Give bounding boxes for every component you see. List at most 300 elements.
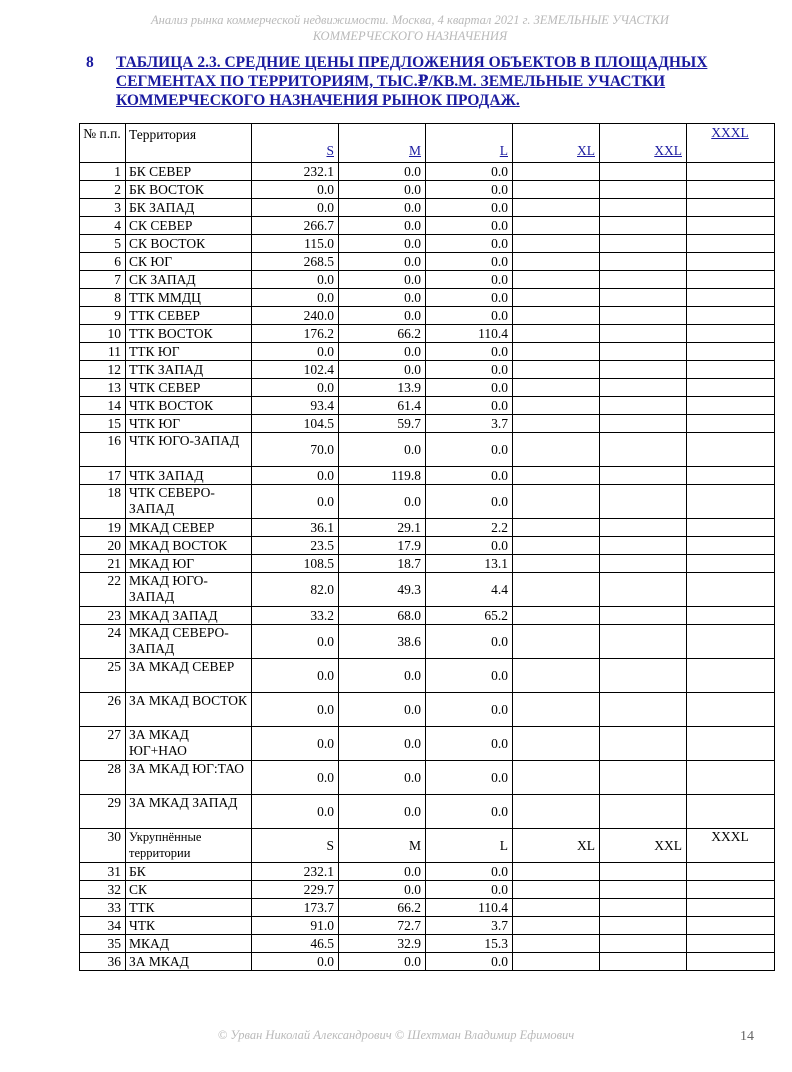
value-s: 0.0 — [252, 485, 339, 519]
table-row — [80, 343, 775, 361]
value-s: 173.7 — [252, 899, 339, 917]
value-xxl — [600, 899, 687, 917]
territory-name: ЗА МКАД ЮГ+НАО — [126, 727, 252, 761]
value-xxl — [600, 163, 687, 181]
table-title — [86, 53, 746, 110]
value-l: 0.0 — [426, 361, 513, 379]
value-l: 0.0 — [426, 397, 513, 415]
value-xxl — [600, 625, 687, 659]
value-m: 0.0 — [339, 199, 426, 217]
value-xl — [513, 379, 600, 397]
value-m: 61.4 — [339, 397, 426, 415]
territory-name: ЧТК ЮГО-ЗАПАД — [126, 433, 252, 467]
territory-name: МКАД ЮГО-ЗАПАД — [126, 573, 252, 607]
value-xl — [513, 397, 600, 415]
value-xxxl — [687, 361, 775, 379]
row-number: 27 — [80, 727, 126, 761]
column-header-no: № п.п. — [80, 124, 126, 163]
row-number: 31 — [80, 863, 126, 881]
value-m: 18.7 — [339, 555, 426, 573]
value-xxl — [600, 415, 687, 433]
table-row — [80, 415, 775, 433]
column-header-s[interactable]: S — [252, 124, 339, 163]
value-xl — [513, 343, 600, 361]
value-xxl — [600, 935, 687, 953]
value-xxl — [600, 307, 687, 325]
value-l: 0.0 — [426, 953, 513, 971]
page-header-line-2: КОММЕРЧЕСКОГО НАЗНАЧЕНИЯ — [312, 29, 508, 43]
value-xl — [513, 181, 600, 199]
value-s: 104.5 — [252, 415, 339, 433]
value-xl — [513, 607, 600, 625]
row-number: 18 — [80, 485, 126, 519]
row-number: 10 — [80, 325, 126, 343]
value-m: 0.0 — [339, 361, 426, 379]
value-s: 0.0 — [252, 379, 339, 397]
value-l: 0.0 — [426, 235, 513, 253]
group-table-body — [80, 829, 775, 971]
value-xxxl — [687, 325, 775, 343]
value-xxl — [600, 467, 687, 485]
value-xxxl — [687, 761, 775, 795]
value-s: 0.0 — [252, 795, 339, 829]
territory-name: ЗА МКАД СЕВЕР — [126, 659, 252, 693]
value-xxl — [600, 693, 687, 727]
value-s: 70.0 — [252, 433, 339, 467]
value-m: 0.0 — [339, 217, 426, 235]
table-row — [80, 659, 775, 693]
row-number: 14 — [80, 397, 126, 415]
value-s: 232.1 — [252, 863, 339, 881]
value-s: 176.2 — [252, 325, 339, 343]
value-xxxl — [687, 271, 775, 289]
value-l: 0.0 — [426, 433, 513, 467]
value-l: 0.0 — [426, 253, 513, 271]
value-m: 0.0 — [339, 181, 426, 199]
value-m: 0.0 — [339, 433, 426, 467]
territory-name: СК ВОСТОК — [126, 235, 252, 253]
page-footer: © Урван Николай Александрович © Шехтман Владимир Ефимович — [217, 1028, 575, 1042]
value-xl — [513, 935, 600, 953]
value-l: 0.0 — [426, 343, 513, 361]
value-xxl — [600, 573, 687, 607]
value-xl — [513, 537, 600, 555]
value-l: 0.0 — [426, 485, 513, 519]
value-xl — [513, 199, 600, 217]
value-m: 66.2 — [339, 899, 426, 917]
value-xl — [513, 467, 600, 485]
value-xxl — [600, 953, 687, 971]
column-header-m[interactable]: M — [339, 124, 426, 163]
value-xxxl — [687, 953, 775, 971]
territory-name: ТТК ВОСТОК — [126, 325, 252, 343]
value-m: 0.0 — [339, 693, 426, 727]
value-xl — [513, 415, 600, 433]
value-xxl — [600, 519, 687, 537]
row-number: 15 — [80, 415, 126, 433]
value-xxl — [600, 485, 687, 519]
value-xl — [513, 693, 600, 727]
territory-name: ЧТК — [126, 917, 252, 935]
value-xxxl — [687, 199, 775, 217]
value-xxxl — [687, 795, 775, 829]
table-row — [80, 181, 775, 199]
group-header-row — [80, 829, 775, 863]
value-m: 0.0 — [339, 235, 426, 253]
table-row — [80, 555, 775, 573]
value-s: 0.0 — [252, 343, 339, 361]
column-header-xxxl[interactable]: XXXL — [687, 124, 775, 163]
value-m: 0.0 — [339, 485, 426, 519]
value-xxxl — [687, 397, 775, 415]
value-xxxl — [687, 625, 775, 659]
row-number: 34 — [80, 917, 126, 935]
table-header-row — [80, 124, 775, 163]
row-number: 1 — [80, 163, 126, 181]
row-number: 24 — [80, 625, 126, 659]
value-xxxl — [687, 217, 775, 235]
table-row — [80, 863, 775, 881]
territory-name: БК ВОСТОК — [126, 181, 252, 199]
value-l: 0.0 — [426, 693, 513, 727]
page-number: 14 — [740, 1029, 754, 1044]
value-s: 0.0 — [252, 953, 339, 971]
column-header-xl[interactable]: XL — [513, 124, 600, 163]
table-row — [80, 467, 775, 485]
territory-name: СК — [126, 881, 252, 899]
value-xxl — [600, 289, 687, 307]
value-xxl — [600, 343, 687, 361]
table-row — [80, 485, 775, 519]
row-number: 16 — [80, 433, 126, 467]
territory-name: МКАД ЗАПАД — [126, 607, 252, 625]
table-row — [80, 235, 775, 253]
value-xl — [513, 271, 600, 289]
territory-name: МКАД СЕВЕРО-ЗАПАД — [126, 625, 252, 659]
table-row — [80, 935, 775, 953]
territory-name: БК СЕВЕР — [126, 163, 252, 181]
row-number: 35 — [80, 935, 126, 953]
value-s: 0.0 — [252, 659, 339, 693]
value-xxxl — [687, 519, 775, 537]
row-number: 25 — [80, 659, 126, 693]
row-number: 21 — [80, 555, 126, 573]
value-xl — [513, 625, 600, 659]
row-number: 5 — [80, 235, 126, 253]
territory-name: БК ЗАПАД — [126, 199, 252, 217]
value-s: 0.0 — [252, 761, 339, 795]
value-l: 0.0 — [426, 163, 513, 181]
value-xxxl — [687, 607, 775, 625]
value-l: 110.4 — [426, 325, 513, 343]
value-s: 0.0 — [252, 199, 339, 217]
page-header-line-1: Анализ рынка коммерческой недвижимости. Москва, 4 квартал 2021 г. ЗЕМЕЛЬНЫЕ УЧАСТКИ — [151, 13, 669, 27]
table-row — [80, 727, 775, 761]
value-xxl — [600, 271, 687, 289]
value-xxxl — [687, 537, 775, 555]
value-m: 0.0 — [339, 289, 426, 307]
row-number: 22 — [80, 573, 126, 607]
value-s: 0.0 — [252, 289, 339, 307]
value-xl — [513, 361, 600, 379]
value-m: 59.7 — [339, 415, 426, 433]
territory-name: МКАД — [126, 935, 252, 953]
value-l: 3.7 — [426, 415, 513, 433]
value-xxxl — [687, 899, 775, 917]
value-l: 0.0 — [426, 863, 513, 881]
territory-name: СК ЮГ — [126, 253, 252, 271]
value-s: 0.0 — [252, 625, 339, 659]
value-xxxl — [687, 917, 775, 935]
value-xxxl — [687, 343, 775, 361]
table-row — [80, 881, 775, 899]
value-s: 232.1 — [252, 163, 339, 181]
table-row — [80, 761, 775, 795]
row-number: 7 — [80, 271, 126, 289]
territory-name: СК ЗАПАД — [126, 271, 252, 289]
row-number: 6 — [80, 253, 126, 271]
value-s: 229.7 — [252, 881, 339, 899]
value-l: 0.0 — [426, 881, 513, 899]
table-row — [80, 899, 775, 917]
value-s: 0.0 — [252, 693, 339, 727]
table-row — [80, 693, 775, 727]
table-row — [80, 537, 775, 555]
value-xxl — [600, 607, 687, 625]
territory-name: ЧТК ВОСТОК — [126, 397, 252, 415]
group-header-xl: XL — [513, 829, 600, 863]
price-table — [79, 123, 775, 971]
value-xxxl — [687, 881, 775, 899]
value-xl — [513, 659, 600, 693]
table-row — [80, 917, 775, 935]
territory-name: ЗА МКАД ЮГ:ТАО — [126, 761, 252, 795]
value-xl — [513, 217, 600, 235]
row-number: 11 — [80, 343, 126, 361]
value-m: 29.1 — [339, 519, 426, 537]
value-l: 0.0 — [426, 307, 513, 325]
territory-name: ЧТК ЮГ — [126, 415, 252, 433]
value-l: 0.0 — [426, 625, 513, 659]
row-number: 23 — [80, 607, 126, 625]
row-number: 33 — [80, 899, 126, 917]
value-xxxl — [687, 181, 775, 199]
value-xxl — [600, 881, 687, 899]
table-row — [80, 573, 775, 607]
value-m: 66.2 — [339, 325, 426, 343]
row-number: 17 — [80, 467, 126, 485]
value-xl — [513, 325, 600, 343]
value-m: 0.0 — [339, 307, 426, 325]
value-xxxl — [687, 659, 775, 693]
table-title-text: ТАБЛИЦА 2.3. СРЕДНИЕ ЦЕНЫ ПРЕДЛОЖЕНИЯ ОБЪЕКТОВ В ПЛОЩАДНЫХ СЕГМЕНТАХ ПО ТЕРРИТОРИЯМ, ТЫС.₽/КВ.М. ЗЕМЕЛЬНЫЕ УЧАСТКИ КОММЕРЧЕСКОГО НАЗНАЧЕНИЯ РЫНОК ПРОДАЖ. — [116, 54, 708, 109]
value-xxxl — [687, 163, 775, 181]
territory-name: МКАД СЕВЕР — [126, 519, 252, 537]
table-row — [80, 325, 775, 343]
group-header-l: L — [426, 829, 513, 863]
value-xxl — [600, 761, 687, 795]
value-xxl — [600, 361, 687, 379]
value-xxl — [600, 379, 687, 397]
table-row — [80, 271, 775, 289]
territory-name: ЗА МКАД — [126, 953, 252, 971]
value-xxxl — [687, 415, 775, 433]
column-header-territory: Территория — [126, 124, 252, 163]
value-xxxl — [687, 307, 775, 325]
table-row — [80, 217, 775, 235]
row-number: 2 — [80, 181, 126, 199]
value-m: 0.0 — [339, 271, 426, 289]
value-xl — [513, 953, 600, 971]
row-number: 26 — [80, 693, 126, 727]
value-xl — [513, 573, 600, 607]
value-xxl — [600, 555, 687, 573]
value-m: 0.0 — [339, 343, 426, 361]
value-l: 110.4 — [426, 899, 513, 917]
value-xxl — [600, 795, 687, 829]
value-s: 82.0 — [252, 573, 339, 607]
value-l: 2.2 — [426, 519, 513, 537]
value-l: 0.0 — [426, 795, 513, 829]
row-number: 4 — [80, 217, 126, 235]
group-header-xxxl: XXXL — [687, 829, 775, 863]
table-row — [80, 519, 775, 537]
value-xl — [513, 899, 600, 917]
group-header-xxl: XXL — [600, 829, 687, 863]
territory-name: СК СЕВЕР — [126, 217, 252, 235]
value-xxl — [600, 659, 687, 693]
value-s: 266.7 — [252, 217, 339, 235]
row-number: 8 — [80, 289, 126, 307]
page-header — [60, 12, 760, 44]
table-body — [80, 163, 775, 829]
table-row — [80, 289, 775, 307]
value-xxl — [600, 235, 687, 253]
value-m: 0.0 — [339, 659, 426, 693]
section-number: 8 — [86, 54, 94, 71]
value-m: 49.3 — [339, 573, 426, 607]
column-header-xxl[interactable]: XXL — [600, 124, 687, 163]
territory-name: ТТК ЮГ — [126, 343, 252, 361]
row-number: 36 — [80, 953, 126, 971]
value-xl — [513, 917, 600, 935]
value-xxl — [600, 325, 687, 343]
value-xl — [513, 761, 600, 795]
value-xxxl — [687, 727, 775, 761]
value-xxl — [600, 253, 687, 271]
value-l: 13.1 — [426, 555, 513, 573]
value-xxxl — [687, 555, 775, 573]
value-m: 17.9 — [339, 537, 426, 555]
value-s: 268.5 — [252, 253, 339, 271]
value-m: 0.0 — [339, 953, 426, 971]
value-xl — [513, 795, 600, 829]
value-l: 0.0 — [426, 199, 513, 217]
row-number: 12 — [80, 361, 126, 379]
row-number: 9 — [80, 307, 126, 325]
value-xxl — [600, 217, 687, 235]
value-xl — [513, 253, 600, 271]
value-xxxl — [687, 863, 775, 881]
value-m: 119.8 — [339, 467, 426, 485]
value-xxxl — [687, 379, 775, 397]
value-m: 0.0 — [339, 863, 426, 881]
value-s: 102.4 — [252, 361, 339, 379]
table-row — [80, 795, 775, 829]
value-xxl — [600, 537, 687, 555]
value-xl — [513, 863, 600, 881]
value-m: 0.0 — [339, 163, 426, 181]
group-header-s: S — [252, 829, 339, 863]
table-row — [80, 397, 775, 415]
value-s: 36.1 — [252, 519, 339, 537]
row-number: 29 — [80, 795, 126, 829]
value-m: 32.9 — [339, 935, 426, 953]
territory-name: ТТК СЕВЕР — [126, 307, 252, 325]
value-xl — [513, 433, 600, 467]
value-xxxl — [687, 693, 775, 727]
row-number: 32 — [80, 881, 126, 899]
table-row — [80, 307, 775, 325]
value-xxxl — [687, 235, 775, 253]
value-l: 0.0 — [426, 217, 513, 235]
value-xxxl — [687, 485, 775, 519]
territory-name: ТТК ММДЦ — [126, 289, 252, 307]
value-xl — [513, 289, 600, 307]
value-xl — [513, 235, 600, 253]
value-xxl — [600, 433, 687, 467]
territory-name: ЗА МКАД ЗАПАД — [126, 795, 252, 829]
value-s: 240.0 — [252, 307, 339, 325]
value-l: 0.0 — [426, 761, 513, 795]
value-xl — [513, 485, 600, 519]
value-xxxl — [687, 253, 775, 271]
value-s: 0.0 — [252, 181, 339, 199]
value-l: 0.0 — [426, 271, 513, 289]
territory-name: ЧТК ЗАПАД — [126, 467, 252, 485]
territory-name: ЧТК СЕВЕР — [126, 379, 252, 397]
value-s: 46.5 — [252, 935, 339, 953]
value-m: 0.0 — [339, 881, 426, 899]
value-m: 0.0 — [339, 727, 426, 761]
value-l: 0.0 — [426, 289, 513, 307]
value-xl — [513, 727, 600, 761]
value-m: 68.0 — [339, 607, 426, 625]
value-xxxl — [687, 935, 775, 953]
value-s: 91.0 — [252, 917, 339, 935]
value-l: 0.0 — [426, 727, 513, 761]
table-row — [80, 625, 775, 659]
row-number: 30 — [80, 829, 126, 863]
column-header-l[interactable]: L — [426, 124, 513, 163]
territory-name: МКАД ВОСТОК — [126, 537, 252, 555]
table-row — [80, 433, 775, 467]
value-s: 115.0 — [252, 235, 339, 253]
value-xl — [513, 881, 600, 899]
value-l: 0.0 — [426, 181, 513, 199]
row-number: 3 — [80, 199, 126, 217]
value-l: 0.0 — [426, 467, 513, 485]
row-number: 19 — [80, 519, 126, 537]
value-l: 0.0 — [426, 537, 513, 555]
value-l: 15.3 — [426, 935, 513, 953]
value-s: 0.0 — [252, 467, 339, 485]
value-xxxl — [687, 289, 775, 307]
value-l: 4.4 — [426, 573, 513, 607]
value-m: 0.0 — [339, 761, 426, 795]
value-l: 0.0 — [426, 379, 513, 397]
territory-name: ТТК — [126, 899, 252, 917]
